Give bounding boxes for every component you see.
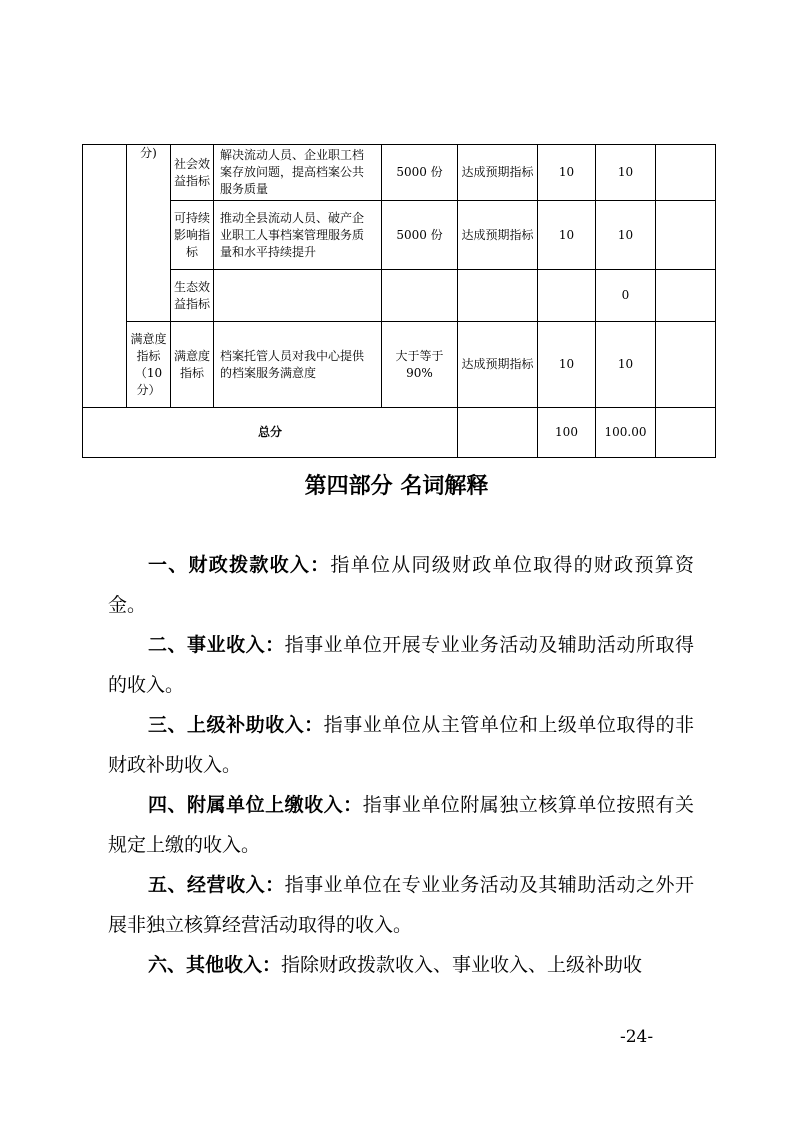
weight-cell: 10: [538, 145, 596, 201]
indicator-desc: 档案托管人员对我中心提供的档案服务满意度: [214, 322, 382, 408]
definition-paragraph: [108, 865, 694, 945]
standard-cell: [458, 270, 538, 322]
score-cell: 0: [596, 270, 656, 322]
definition-text: 指单位从同级财政单位取得的财政预算资金。: [108, 554, 694, 616]
definition-text: 指事业单位从主管单位和上级单位取得的非财政补助收入。: [108, 714, 694, 776]
page-number: -24-: [620, 1027, 654, 1047]
definition-text: 指事业单位附属独立核算单位按照有关规定上缴的收入。: [108, 794, 694, 856]
definition-text: 指除财政拨款收入、事业收入、上级补助收: [281, 954, 643, 976]
indicator-value: 5000 份: [382, 201, 458, 270]
section-heading: 第四部分 名词解释: [304, 474, 489, 499]
standard-cell: [458, 408, 538, 458]
performance-table: [82, 144, 716, 458]
indicator-desc: 解决流动人员、企业职工档案存放问题，提高档案公共服务质量: [214, 145, 382, 201]
definition-text: 指事业单位开展专业业务活动及辅助活动所取得的收入。: [108, 634, 694, 696]
definition-paragraph: [108, 545, 694, 625]
definition-paragraph: [108, 785, 694, 865]
level3-cell: 可持续影响指标: [171, 201, 214, 270]
definition-paragraph: [108, 945, 694, 985]
note-cell: [656, 201, 716, 270]
standard-cell: 达成预期指标: [458, 201, 538, 270]
total-row: [83, 408, 716, 458]
indicator-value: 大于等于 90%: [382, 322, 458, 408]
note-cell: [656, 145, 716, 201]
weight-cell: 10: [538, 322, 596, 408]
definition-term: 六、其他收入：: [148, 954, 282, 976]
definition-text: 指事业单位在专业业务活动及其辅助活动之外开展非独立核算经营活动取得的收入。: [108, 874, 694, 936]
level1-cell: [83, 145, 127, 408]
level3-cell: 满意度指标: [171, 322, 214, 408]
total-score: 100.00: [596, 408, 656, 458]
total-label: 总分: [83, 408, 458, 458]
weight-cell: 10: [538, 201, 596, 270]
total-weight: 100: [538, 408, 596, 458]
table-row: [83, 145, 716, 201]
score-cell: 10: [596, 201, 656, 270]
definition-term: 五、经营收入：: [148, 874, 285, 896]
definition-term: 四、附属单位上缴收入：: [148, 794, 363, 816]
note-cell: [656, 408, 716, 458]
indicator-desc: 推动全县流动人员、破产企业职工人事档案管理服务质量和水平持续提升: [214, 201, 382, 270]
note-cell: [656, 322, 716, 408]
level3-cell: 社会效益指标: [171, 145, 214, 201]
definition-term: 三、上级补助收入：: [148, 714, 324, 736]
score-cell: 10: [596, 322, 656, 408]
note-cell: [656, 270, 716, 322]
indicator-value: [382, 270, 458, 322]
table-row: [83, 201, 716, 270]
table-row: [83, 270, 716, 322]
definition-paragraph: [108, 625, 694, 705]
standard-cell: 达成预期指标: [458, 322, 538, 408]
indicator-value: 5000 份: [382, 145, 458, 201]
table-row: [83, 322, 716, 408]
level2-cell: 分): [127, 145, 171, 322]
level3-cell: 生态效益指标: [171, 270, 214, 322]
score-cell: 10: [596, 145, 656, 201]
weight-cell: [538, 270, 596, 322]
definition-paragraph: [108, 705, 694, 785]
standard-cell: 达成预期指标: [458, 145, 538, 201]
definition-term: 一、财政拨款收入：: [148, 554, 331, 576]
definition-term: 二、事业收入：: [148, 634, 285, 656]
definitions: [108, 545, 694, 985]
indicator-desc: [214, 270, 382, 322]
level2-cell: 满意度指标（10分）: [127, 322, 171, 408]
